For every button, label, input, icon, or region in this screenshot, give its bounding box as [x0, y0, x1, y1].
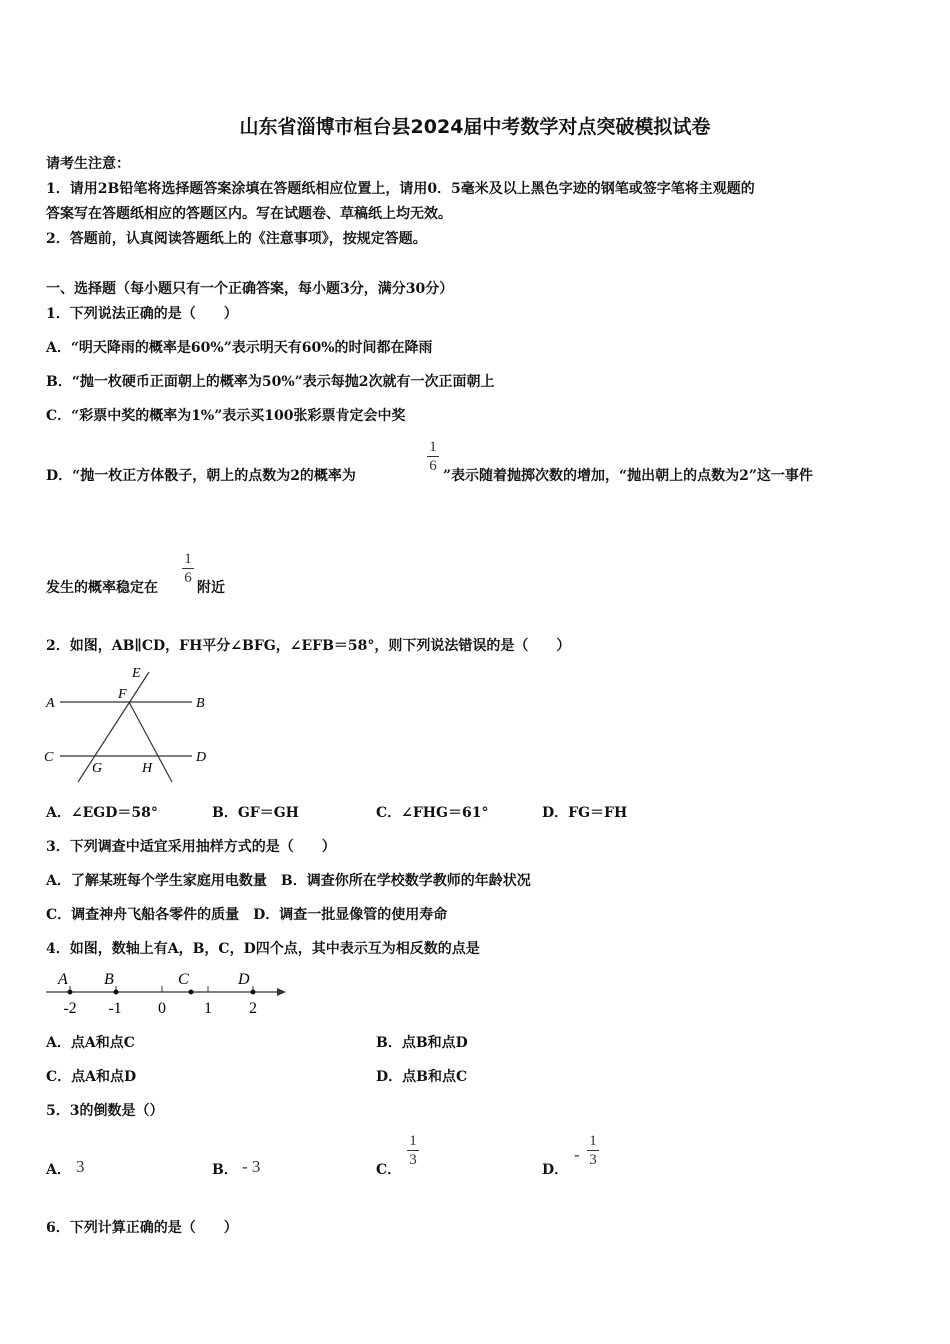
label-g: G: [92, 761, 103, 776]
point-label-c: C: [178, 971, 189, 988]
fraction-numerator: 1: [409, 1133, 417, 1149]
fraction-numerator: 1: [429, 439, 437, 455]
q1-option-b: B．“抛一枚硬币正面朝上的概率为50%”表示每抛2次就有一次正面朝上: [46, 374, 495, 390]
q5-option-a-value: 3: [76, 1157, 85, 1176]
q3-options-ab: A．了解某班每个学生家庭用电数量 B．调查你所在学校数学教师的年龄状况: [46, 873, 531, 889]
q4-option-c: C．点A和点D: [46, 1069, 137, 1085]
fraction-denominator: 3: [589, 1152, 597, 1168]
notice-line-1: 1．请用2B铅笔将选择题答案涂填在答题纸相应位置上，请用0．5毫米及以上黑色字迹的钢笔或签字笔将主观题的: [46, 181, 755, 197]
q2-stem: 2．如图，AB∥CD，FH平分∠BFG，∠EFB＝58°，则下列说法错误的是（ ）: [46, 638, 571, 654]
tick-label: 1: [204, 1000, 212, 1017]
label-h: H: [142, 761, 153, 776]
q1-option-d-part1: D．“抛一枚正方体骰子，朝上的点数为2的概率为: [46, 468, 356, 484]
tick-label: 2: [249, 1000, 257, 1017]
label-b: B: [196, 696, 205, 711]
q2-option-c: C．∠FHG＝61°: [376, 805, 489, 821]
q5-option-d-sign: -: [574, 1145, 580, 1164]
notice-heading: 请考生注意：: [46, 156, 130, 172]
line-ef: [78, 672, 149, 782]
tick-label: 0: [158, 1000, 166, 1017]
fraction-denominator: 3: [409, 1152, 417, 1168]
q4-stem: 4．如图，数轴上有A，B，C，D四个点，其中表示互为相反数的点是: [46, 941, 480, 957]
notice-line-3: 2．答题前，认真阅读答题纸上的《注意事项》，按规定答题。: [46, 231, 427, 247]
axis-arrow: [277, 988, 286, 996]
fraction-denominator: 6: [184, 570, 192, 586]
q1-fraction-1: [426, 438, 440, 475]
q4-option-b: B．点B和点D: [376, 1035, 468, 1051]
q5-option-c-fraction: [406, 1132, 420, 1169]
q5-option-b-label: B．: [212, 1162, 238, 1178]
point-b: [114, 990, 119, 995]
tick-label: -2: [63, 1000, 77, 1017]
tick-label: -1: [108, 1000, 122, 1017]
q4-number-line: [40, 966, 300, 1020]
q5-option-d-label: D．: [542, 1162, 569, 1178]
q1-option-d-part4: 附近: [197, 580, 225, 596]
q1-option-c: C．“彩票中奖的概率为1%”表示买100张彩票肯定会中奖: [46, 408, 406, 424]
q5-stem: 5．3的倒数是（）: [46, 1103, 164, 1119]
page-title: 山东省淄博市桓台县2024届中考数学对点突破模拟试卷: [239, 116, 711, 138]
label-a: A: [46, 696, 55, 711]
q3-options-cd: C．调查神舟飞船各零件的质量 D．调查一批显像管的使用寿命: [46, 907, 448, 923]
q6-stem: 6．下列计算正确的是（ ）: [46, 1220, 238, 1236]
q5-option-c-label: C．: [376, 1162, 402, 1178]
q2-option-b: B．GF＝GH: [212, 805, 299, 821]
point-c: [189, 990, 194, 995]
notice-line-2: 答案写在答题纸相应的答题区内。写在试题卷、草稿纸上均无效。: [46, 206, 452, 222]
label-c: C: [44, 750, 54, 765]
label-f: F: [118, 687, 127, 702]
q2-geometry-figure: [40, 660, 220, 788]
fraction-numerator: 1: [184, 551, 192, 567]
point-d: [251, 990, 256, 995]
q4-option-d: D．点B和点C: [376, 1069, 468, 1085]
q3-stem: 3．下列调查中适宜采用抽样方式的是（ ）: [46, 839, 336, 855]
q1-fraction-2: [181, 550, 195, 587]
label-e: E: [132, 666, 141, 681]
q5-option-d-fraction: [586, 1132, 600, 1169]
q2-option-d: D．FG＝FH: [542, 805, 628, 821]
fraction-numerator: 1: [589, 1133, 597, 1149]
section-heading: 一、选择题（每小题只有一个正确答案，每小题3分，满分30分）: [46, 281, 454, 297]
q1-option-d-part2: ”表示随着抛掷次数的增加，“抛出朝上的点数为2”这一事件: [443, 468, 813, 484]
q2-option-a: A．∠EGD＝58°: [46, 805, 158, 821]
point-a: [68, 990, 73, 995]
point-label-b: B: [104, 971, 114, 988]
q1-option-a: A．“明天降雨的概率是60%”表示明天有60%的时间都在降雨: [46, 340, 433, 356]
label-d: D: [196, 750, 207, 765]
q5-option-a-label: A．: [46, 1162, 71, 1178]
q5-option-b-value: - 3: [242, 1157, 261, 1176]
point-label-d: D: [238, 971, 250, 988]
q1-option-d-part3: 发生的概率稳定在: [46, 580, 158, 596]
q4-option-a: A．点A和点C: [46, 1035, 135, 1051]
fraction-denominator: 6: [429, 458, 437, 474]
point-label-a: A: [58, 971, 68, 988]
q1-stem: 1．下列说法正确的是（ ）: [46, 306, 238, 322]
